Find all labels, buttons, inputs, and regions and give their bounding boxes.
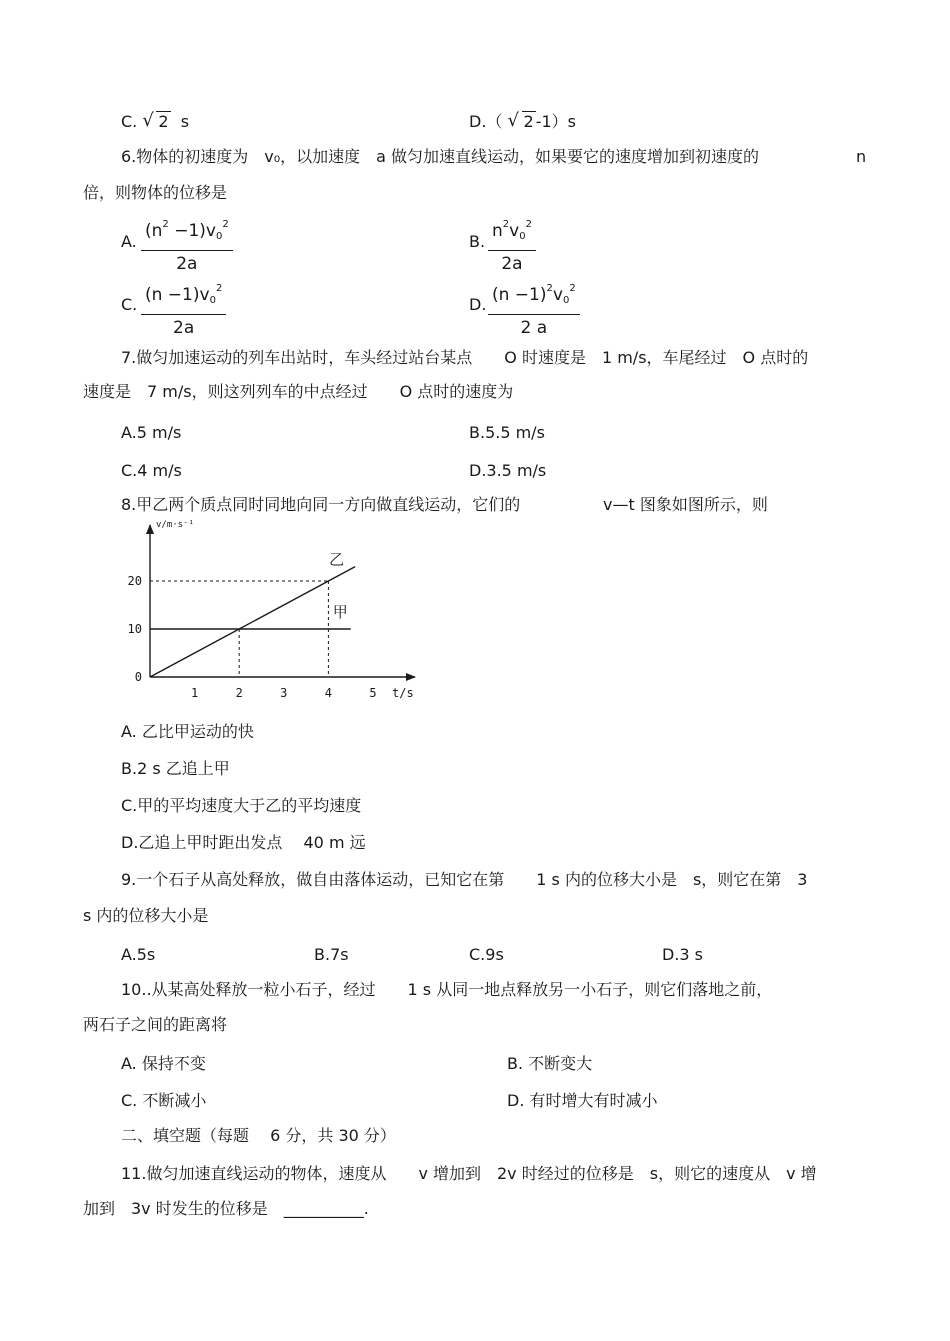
q8-stem-tail: v—t 图象如图所示，则 [603,495,768,514]
unit: s [180,112,190,131]
q9-stem-line1: 9.一个石子从高处释放，做自由落体运动，已知它在第 1 s 内的位移大小是 s，则它在第 3 [121,870,808,889]
x-tick-label: 3 [280,686,288,700]
q10-option-c: C. 不断减小 [121,1091,207,1110]
denominator: 2a [501,254,523,274]
option-label: C. [121,112,138,131]
q6-option-b-fraction [488,212,536,277]
x-axis-label: t/s [392,686,414,700]
q10-option-b: B. 不断变大 [507,1054,593,1073]
q6-option-d-label: D. [469,295,487,314]
denominator: 2a [173,318,195,338]
denominator: 2a [176,254,198,274]
x-tick-label: 4 [324,686,333,700]
x-tick-label: 2 [235,686,243,700]
numerator: $n^2v_0^2$ [492,219,532,242]
q6-option-c-label: C. [121,295,138,314]
q6-option-a-fraction [141,212,233,277]
series-line-yi [150,567,355,677]
q11-stem-line1: 11.做匀加速直线运动的物体，速度从 v 增加到 2v 时经过的位移是 s，则它的速度从 v 增 [121,1164,817,1183]
q10-stem-line1: 10..从某高处释放一粒小石子，经过 1 s 从同一地点释放另一小石子，则它们落地之前， [121,980,773,999]
q7-stem-line2: 速度是 7 m/s，则这列列车的中点经过 O 点时的速度为 [83,382,514,401]
q6-option-c-fraction [141,276,226,341]
q11-stem-line2: 加到 3v 时发生的位移是 __________. [83,1199,369,1218]
q7-option-a: A.5 m/s [121,423,182,442]
q7-stem-line1: 7.做匀加速运动的列车出站时，车头经过站台某点 O 时速度是 1 m/s，车尾经过 O 点时的 [121,348,809,367]
q8-option-c: C.甲的平均速度大于乙的平均速度 [121,796,362,815]
q10-option-a: A. 保持不变 [121,1054,206,1073]
y-axis-label: v/m·s⁻¹ [156,520,194,530]
vt-graph [120,515,430,705]
sqrt-symbol [142,112,170,132]
radicand: 2 [523,112,534,131]
q7-option-b: B.5.5 m/s [469,423,545,442]
q6-option-b-label: B. [469,232,486,251]
q8-stem-line1: 8.甲乙两个质点同时同地向同一方向做直线运动，它们的 [121,495,521,514]
q10-stem-line2: 两石子之间的距离将 [83,1015,228,1034]
section-title: 二、填空题（每题 6 分，共 30 分） [121,1126,396,1145]
option-label: D.（ [469,112,503,131]
series-label-yi: 乙 [329,550,345,569]
q7-option-d: D.3.5 m/s [469,461,547,480]
option-tail: -1）s [535,112,576,131]
numerator: $(n -1)^2v_0^2$ [492,283,576,306]
q10-option-d: D. 有时增大有时减小 [507,1091,658,1110]
q8-option-a: A. 乙比甲运动的快 [121,722,254,741]
numerator: $(n^2 -1)v_0^2$ [145,219,229,242]
q9-option-a: A.5s [121,945,156,964]
q6-stem-line2: 倍，则物体的位移是 [83,183,228,202]
radicand: 2 [158,112,169,131]
q7-option-c: C.4 m/s [121,461,182,480]
q9-option-c: C.9s [469,945,504,964]
y-tick-label: 10 [127,622,142,636]
x-tick-label: 1 [190,686,199,700]
q9-stem-line2: s 内的位移大小是 [83,906,209,925]
q8-option-d: D.乙追上甲时距出发点 40 m 远 [121,833,366,852]
q6-stem-n: n [856,147,867,166]
q6-stem-line1: 6.物体的初速度为 v₀，以加速度 a 做匀加速直线运动，如果要它的速度增加到初速度的 [121,147,760,166]
numerator: $(n -1)v_0^2$ [145,283,223,306]
series-label-jia: 甲 [332,603,348,621]
q9-option-d: D.3 s [662,945,704,964]
q6-option-a-label: A. [121,232,137,251]
q9-option-b: B.7s [314,945,349,964]
y-tick-label: 20 [127,574,142,588]
q5-option-c [121,112,189,132]
q6-option-d-fraction [488,276,580,341]
denominator: 2 a [520,318,548,338]
y-tick-label: 0 [134,670,142,684]
sqrt-symbol [508,112,536,132]
q5-option-d [469,112,576,132]
q8-option-b: B.2 s 乙追上甲 [121,759,230,778]
x-tick-label: 5 [369,686,377,700]
